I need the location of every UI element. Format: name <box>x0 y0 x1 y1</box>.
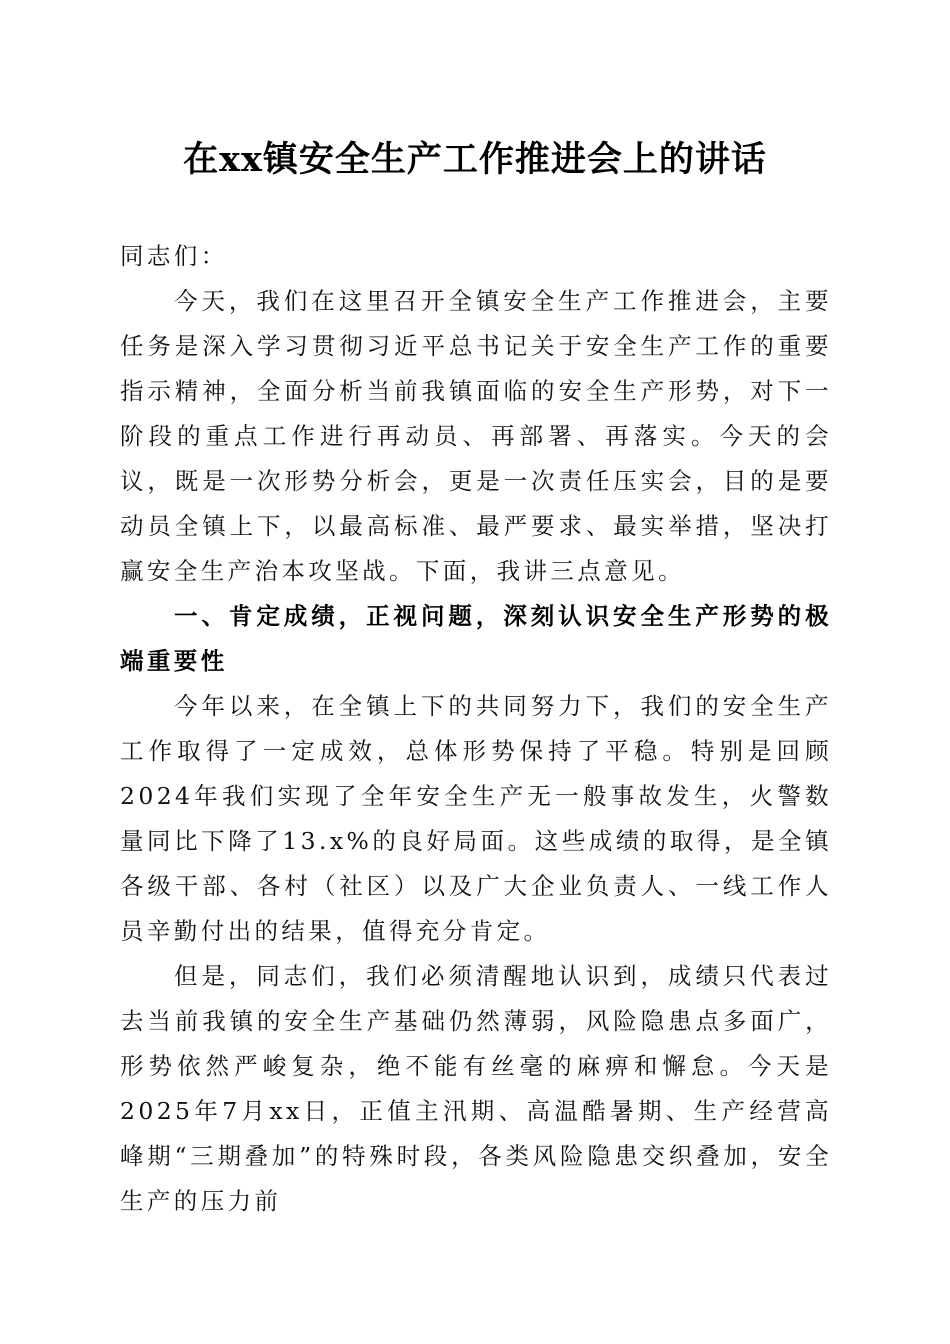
salutation: 同志们： <box>120 242 228 270</box>
intro-paragraph: 今天，我们在这里召开全镇安全生产工作推进会，主要任务是深入学习贯彻习近平总书记关于安全生产工作的重要指示精神，全面分析当前我镇面临的安全生产形势，对下一阶段的重点工作进行再动员、再部署、再落实。今天的会议，既是一次形势分析会，更是一次责任压实会，目的是要动员全镇上下，以最高标准、最严要求、最实举措，坚决打赢安全生产治本攻坚战。下面，我讲三点意见。 <box>120 287 832 585</box>
achievements-paragraph: 今年以来，在全镇上下的共同努力下，我们的安全生产工作取得了一定成效，总体形势保持了平稳。特别是回顾2024年我们实现了全年安全生产无一般事故发生，火警数量同比下降了13.x%的良好局面。这些成绩的取得，是全镇各级干部、各村（社区）以及广大企业负责人、一线工作人员辛勤付出的结果，值得充分肯定。 <box>120 692 832 945</box>
document-body <box>120 234 832 1224</box>
document-title: 在xx镇安全生产工作推进会上的讲话 <box>183 139 767 180</box>
section-heading-1: 一、肯定成绩，正视问题，深刻认识安全生产形势的极端重要性 <box>120 602 832 675</box>
challenges-paragraph: 但是，同志们，我们必须清醒地认识到，成绩只代表过去当前我镇的安全生产基础仍然薄弱，风险隐患点多面广，形势依然严峻复杂，绝不能有丝毫的麻痹和懈怠。今天是2025年7月xx日，正值主汛期、高温酷暑期、生产经营高峰期“三期叠加”的特殊时段，各类风险隐患交织叠加，安全生产的压力前 <box>120 962 832 1215</box>
